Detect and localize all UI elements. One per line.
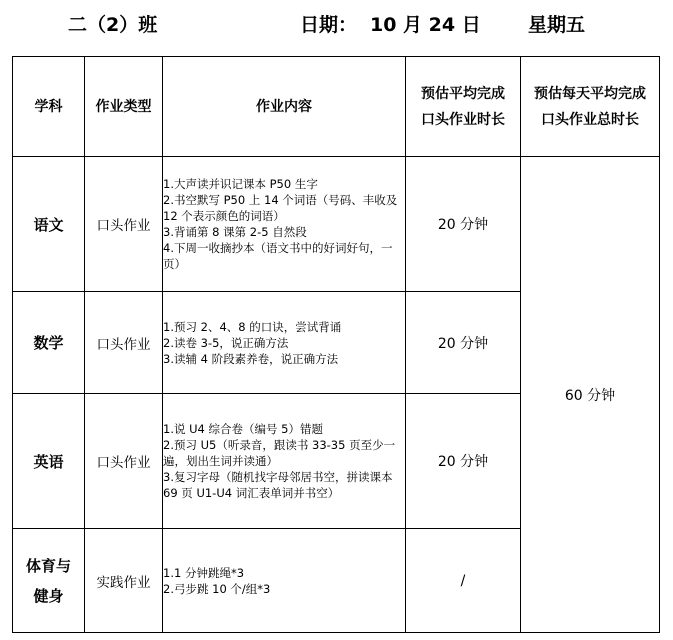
type-cell: 口头作业 [85,394,163,529]
header-daily-total-line1: 预估每天平均完成 [534,85,646,102]
subject-line: 健身 [33,586,64,605]
content-cell [163,529,406,633]
content-item: 2.预习 U5（听录音，跟读书 33-35 页至少一遍，划出生词并读通） [163,438,396,468]
time-cell: / [406,529,521,633]
table-row [13,157,660,292]
weekday: 星期五 [528,14,586,36]
header-avg-time-line1: 预估平均完成 [421,85,505,102]
content-item: 3.复习字母（随机找字母邻居书空，拼读课本 69 页 U1-U4 词汇表单词并书空） [163,470,393,500]
time-cell: 20 分钟 [406,292,521,394]
date-value: 10 月 24 日 [370,14,481,36]
subject-cell: 语文 [13,157,85,292]
daily-total-cell: 60 分钟 [521,157,660,633]
header-avg-time-line2: 口头作业时长 [421,111,505,128]
time-cell: 20 分钟 [406,157,521,292]
header-content: 作业内容 [163,57,406,157]
subject-cell: 英语 [13,394,85,529]
content-item: 1.大声读并识记课本 P50 生字 [163,177,318,191]
subject-line: 体育与 [25,556,71,575]
subject-cell [13,529,85,633]
content-cell [163,292,406,394]
content-item: 2.弓步跳 10 个/组*3 [163,581,271,596]
header-type: 作业类型 [85,57,163,157]
content-item: 2.读卷 3-5，说正确方法 [163,335,289,350]
content-cell [163,157,406,292]
subject-cell: 数学 [13,292,85,394]
header-avg-time [406,57,521,157]
type-cell: 实践作业 [85,529,163,633]
time-cell: 20 分钟 [406,394,521,529]
page-header [0,10,673,44]
date-label: 日期： [300,14,358,36]
content-item: 2.书空默写 P50 上 14 个词语（号码、丰收及 12 个表示颜色的词语） [163,193,398,223]
content-item: 3.背诵第 8 课第 2-5 自然段 [163,225,307,239]
content-cell [163,394,406,529]
header-daily-total [521,57,660,157]
header-subject: 学科 [13,57,85,157]
type-cell: 口头作业 [85,157,163,292]
content-item: 1.1 分钟跳绳*3 [163,565,245,580]
header-daily-total-line2: 口头作业总时长 [541,111,639,128]
content-item: 1.预习 2、4、8 的口诀，尝试背诵 [163,319,342,334]
homework-table [12,56,660,633]
header-row [13,57,660,157]
content-item: 4.下周一收摘抄本（语文书中的好词好句，一页） [163,241,393,271]
content-item: 3.读辅 4 阶段素养卷，说正确方法 [163,351,339,366]
type-cell: 口头作业 [85,292,163,394]
content-item: 1.说 U4 综合卷（编号 5）错题 [163,422,323,436]
class-label: 二（2）班 [68,14,158,36]
